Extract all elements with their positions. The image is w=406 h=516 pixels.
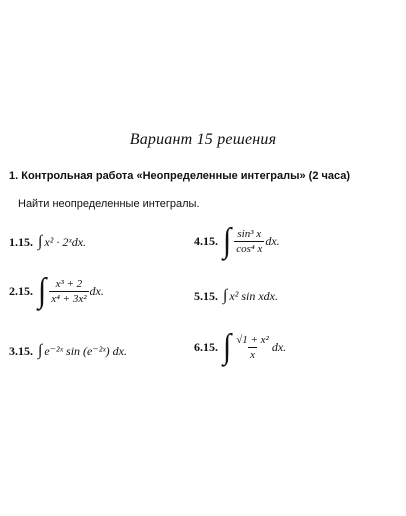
integral-sign-icon: ∫ bbox=[223, 221, 232, 260]
problem-4-15 bbox=[194, 221, 280, 260]
integral-sign-icon: ∫ bbox=[38, 233, 43, 250]
problem-number: 3.15. bbox=[9, 343, 33, 358]
integral-sign-icon: ∫ bbox=[38, 271, 47, 310]
fraction bbox=[234, 228, 264, 255]
fraction-numerator: √1 + x² bbox=[236, 333, 269, 346]
fraction bbox=[49, 278, 88, 305]
fraction bbox=[234, 334, 271, 361]
page-title: Вариант 15 решения bbox=[129, 131, 277, 148]
problem-number: 1.15. bbox=[9, 234, 33, 249]
fraction-numerator: sin³ x bbox=[237, 227, 262, 240]
differential: dx. bbox=[271, 339, 287, 354]
problem-number: 6.15. bbox=[194, 339, 218, 354]
fraction-numerator: x³ + 2 bbox=[55, 277, 83, 290]
problem-number: 4.15. bbox=[194, 233, 218, 248]
problem-expression: x² · 2ˣdx. bbox=[44, 234, 87, 249]
fraction-denominator: x⁴ + 3x² bbox=[51, 292, 87, 305]
problem-5-15 bbox=[194, 288, 278, 304]
problem-1-15 bbox=[9, 234, 86, 250]
integral-sign-icon: ∫ bbox=[223, 327, 232, 366]
differential: dx. bbox=[265, 233, 280, 248]
integral-sign-icon: ∫ bbox=[223, 287, 228, 304]
integral-sign-icon: ∫ bbox=[38, 342, 43, 359]
fraction-denominator: x bbox=[250, 348, 255, 361]
problem-expression: x² sin xdx. bbox=[229, 288, 278, 303]
problem-number: 2.15. bbox=[9, 283, 33, 298]
problem-number: 5.15. bbox=[194, 288, 218, 303]
problem-2-15 bbox=[9, 271, 104, 310]
problem-3-15 bbox=[9, 343, 127, 359]
fraction-denominator: cos⁴ x bbox=[236, 242, 263, 255]
problem-expression: e⁻²ˣ sin (e⁻²ˣ) dx. bbox=[44, 343, 128, 358]
section-heading: 1. Контрольная работа «Неопределенные интегралы» (2 часа) bbox=[9, 170, 351, 182]
instructions: Найти неопределенные интегралы. bbox=[18, 198, 200, 210]
differential: dx. bbox=[89, 283, 104, 298]
problem-6-15 bbox=[194, 327, 287, 366]
